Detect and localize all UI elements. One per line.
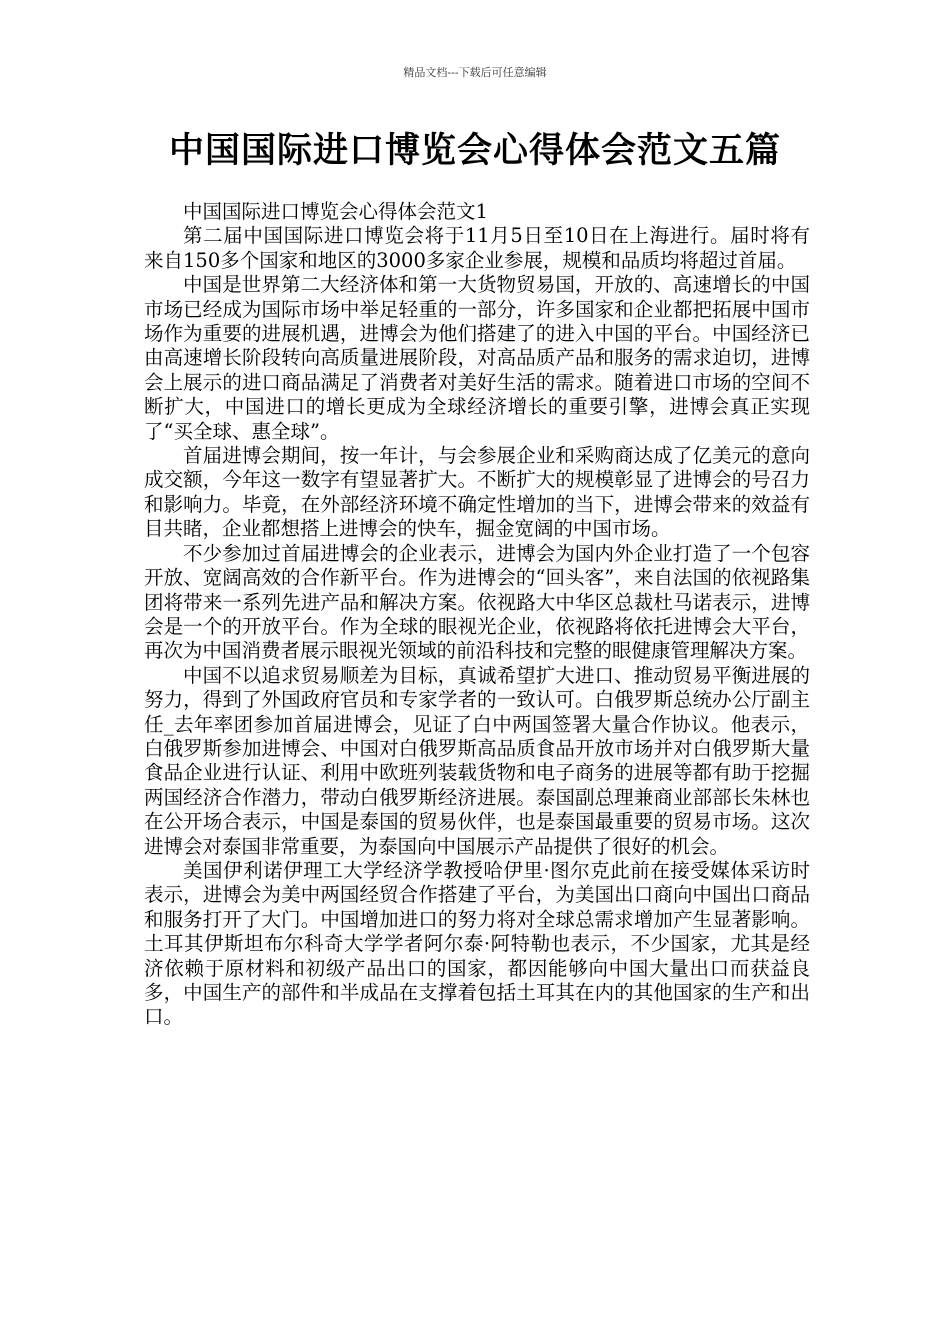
body-paragraph: 首届进博会期间，按一年计，与会参展企业和采购商达成了亿美元的意向成交额，今年这一数字有望显著扩大。不断扩大的规模彰显了进博会的号召力和影响力。毕竟，在外部经济环境不确定性增加的当下，进博会带来的效益有目共睹，企业都想搭上进博会的快车，掘金宽阔的中国市场。 [144, 444, 810, 541]
subtitle-paragraph: 中国国际进口博览会心得体会范文1 [183, 200, 488, 223]
document-title: 中国国际进口博览会心得体会范文五篇 [168, 131, 781, 171]
body-paragraph: 中国不以追求贸易顺差为目标，真诚希望扩大进口、推动贸易平衡进展的努力，得到了外国政府官员和专家学者的一致认可。白俄罗斯总统办公厅副主任_去年率团参加首届进博会，见证了白中两国签署大量合作协议。他表示，白俄罗斯参加进博会、中国对白俄罗斯高品质食品开放市场并对白俄罗斯大量食品企业进行认证、利用中欧班列装载货物和电子商务的进展等都有助于挖掘两国经济合作潜力，带动白俄罗斯经济进展。泰国副总理兼商业部部长朱林也在公开场合表示，中国是泰国的贸易伙伴，也是泰国最重要的贸易市场。这次进博会对泰国非常重要，为泰国向中国展示产品提供了很好的机会。 [144, 663, 810, 858]
body-paragraph: 第二届中国国际进口博览会将于11月5日至10日在上海进行。届时将有来自150多个国家和地区的3000多家企业参展，规模和品质均将超过首届。 [144, 224, 810, 272]
body-paragraph: 美国伊利诺伊理工大学经济学教授哈伊里·图尔克此前在接受媒体采访时表示，进博会为美中两国经贸合作搭建了平台，为美国出口商向中国出口商品和服务打开了大门。中国增加进口的努力将对全球总需求增加产生显著影响。土耳其伊斯坦布尔科奇大学学者阿尔泰·阿特勒也表示，不少国家，尤其是经济依赖于原材料和初级产品出口的国家，都因能够向中国大量出口而获益良多，中国生产的部件和半成品在支撑着包括土耳其在内的其他国家的生产和出口。 [144, 858, 810, 1029]
document-body [144, 200, 810, 1030]
body-paragraph: 不少参加过首届进博会的企业表示，进博会为国内外企业打造了一个包容开放、宽阔高效的合作新平台。作为进博会的“回头客”，来自法国的依视路集团将带来一系列先进产品和解决方案。依视路大中华区总裁杜马诺表示，进博会是一个的开放平台。作为全球的眼视光企业，依视路将依托进博会大平台，再次为中国消费者展示眼视光领域的前沿科技和完整的眼健康管理解决方案。 [144, 541, 810, 663]
body-paragraph: 中国是世界第二大经济体和第一大货物贸易国，开放的、高速增长的中国市场已经成为国际市场中举足轻重的一部分，许多国家和企业都把拓展中国市场作为重要的进展机遇，进博会为他们搭建了的进入中国的平台。中国经济已由高速增长阶段转向高质量进展阶段，对高品质产品和服务的需求迫切，进博会上展示的进口商品满足了消费者对美好生活的需求。随着进口市场的空间不断扩大，中国进口的增长更成为全球经济增长的重要引擎，进博会真正实现了“买全球、惠全球”。 [144, 273, 810, 443]
header-note: 精品文档---下载后可任意编辑 [403, 66, 547, 79]
